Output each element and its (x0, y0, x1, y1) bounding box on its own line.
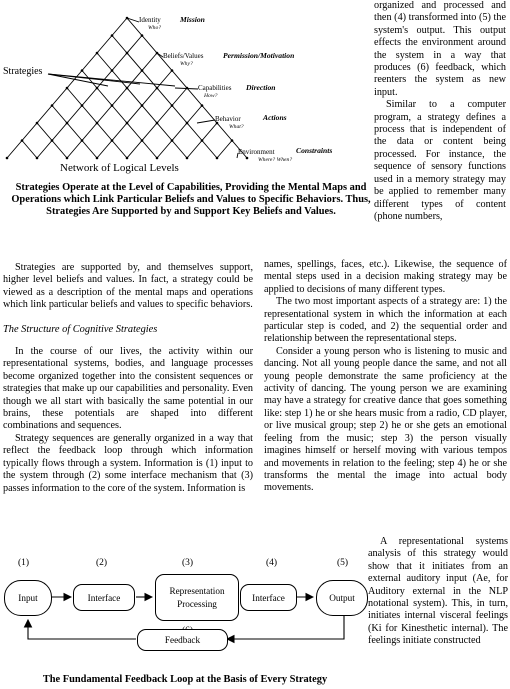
level-environment-question: Where? When? (258, 157, 293, 163)
level-beliefs-question: Why? (180, 61, 193, 67)
left-paragraph-1: Strategies are supported by, and themselves support, higher level beliefs and values. In fact, a strategy could be viewed as a description of the mental maps and operations which link particular beliefs and values to specific behaviors. (3, 262, 253, 311)
node-5-number: (5) (337, 558, 349, 568)
mid-paragraph-1: names, spellings, faces, etc.). Likewise, the sequence of mental steps used in a decision making strategy may be applied to decisions of many different types. (264, 259, 507, 295)
level-identity-name: Mission (180, 15, 205, 24)
representation-processing-node: Representation Processing (155, 574, 239, 621)
right-top-paragraph-1: organized and processed and then (4) transformed into (5) the system's output. This output effects the environment around the system in a way that produces (6) feedback, which reenters the system as new input. (374, 0, 506, 98)
level-behavior-label: Behavior (215, 115, 241, 123)
input-node: Input (4, 580, 52, 616)
level-capabilities-question: How? (204, 93, 218, 99)
output-node: Output (316, 580, 368, 616)
level-beliefs-name: Permission/Motivation (223, 51, 295, 60)
right-top-text (374, 0, 506, 223)
strategies-arrow-3 (48, 74, 175, 86)
bottom-right-paragraph: A representational systems analysis of this strategy would show that it initiates from an external auditory input (Ae, for Auditory external in the NLP notational system). This, in turn, initiates internal visceral feelings (Ki for Kinesthetic internal). The feelings initiate constructed (368, 536, 508, 647)
middle-right-text (264, 259, 507, 495)
level-behavior-name: Actions (263, 113, 287, 122)
left-paragraph-2: In the course of our lives, the activity within our representational systems, bodies, and language processes become organized together into the consistent sequences or strategies that make up our capabilities and personality. Even though we all start with basically the same potential in our brains, these potentials are shaped into different combinations and sequences. (3, 346, 253, 432)
level-environment-label: Environment (238, 148, 275, 156)
node-1-number: (1) (18, 558, 30, 568)
right-top-paragraph-2: Similar to a computer program, a strategy defines a process that is independent of the data or content being processed. For instance, the sequence of sensory functions used in a memory strategy may be applied to remember many different types of content (phone numbers, (374, 99, 506, 222)
section-heading: The Structure of Cognitive Strategies (3, 323, 158, 335)
level-capabilities-label: Capabilities (198, 84, 232, 92)
strategies-label: Strategies (3, 66, 43, 77)
level-behavior-question: What? (229, 124, 244, 130)
mid-paragraph-3: Consider a young person who is listening to music and dancing. Not all young people dance the same, and not all young people demonstrate the same proficiency at the activity of dancing. The young person we are examining may have a strategy for creative dance that goes something like: step 1) he or she hears music from a radio, CD player, or live musical group; step 2) he or she gets an emotional feeling from the music; step 3) the person visually imagines himself or herself moving with various tempos and movements in relation to the feeling; step 4) he or she transforms the mental the image into actual body movements. (264, 345, 507, 494)
feedback-figure-caption: The Fundamental Feedback Loop at the Basis of Every Strategy (42, 674, 328, 685)
top-figure-caption: Strategies Operate at the Level of Capabilities, Providing the Mental Maps and Operations which Link Particular Beliefs and Values to Specific Behaviors. Thus, Strategies Are Supported by and Support Key Beliefs and Values. (11, 182, 371, 218)
interface-node-2: Interface (240, 584, 297, 611)
level-capabilities-name: Direction (246, 83, 276, 92)
interface-node-1: Interface (73, 584, 135, 611)
level-identity-label: Identity (139, 16, 161, 24)
feedback-loop-figure (0, 552, 370, 672)
level-identity-question: Who? (148, 25, 162, 31)
level-environment-name: Constraints (296, 146, 333, 155)
node-2-number: (2) (96, 558, 108, 568)
network-label: Network of Logical Levels (60, 162, 179, 174)
feedback-node: Feedback (137, 629, 228, 651)
level-beliefs-label: Beliefs/Values (163, 52, 204, 60)
mid-paragraph-2: The two most important aspects of a strategy are: 1) the representational system in which the information at each particular step is coded, and 2) the sequential order and relationship between the representational steps. (264, 296, 507, 345)
logical-levels-figure (0, 0, 380, 178)
bottom-right-text (368, 536, 508, 648)
left-paragraph-3: Strategy sequences are generally organized in a way that reflect the feedback loop through which information typically flows through a system. Information is (1) input to the system through (2) some interface mechanism that (3) passes information to the core of the system. Information is (3, 432, 253, 494)
node-4-number: (4) (266, 558, 278, 568)
node-3-number: (3) (182, 558, 194, 568)
left-column-text (3, 262, 253, 495)
